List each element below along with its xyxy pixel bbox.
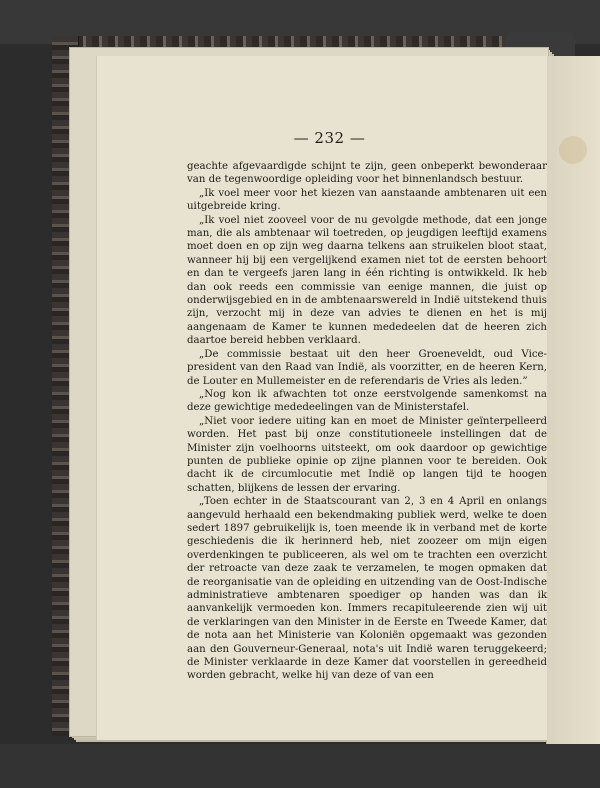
paragraph: geachte afgevaardigde schijnt te zijn, geen onbeperkt bewonderaar van de tegenwoordige opleiding voor het binnenlandsch bestuur. [187,161,547,186]
paragraph: „Ik voel niet zooveel voor de nu gevolgde methode, dat een jonge man, die als ambtenaar wil toetreden, op jeugdigen leeftijd examens moet doen en op zijn weg daarna telkens aan struikelen bloot staat, wanneer hij bij een vergelijkend examen niet tot de eersten behoort en dan te vergeefs jaren lang in één richting is ontwikkeld. Ik heb dan ook reeds een commissie van eenige mannen, die juist op onderwijsgebied en in de ambtenaarswereld in Indië uitstekend thuis zijn, verzocht mij in deze van advies te dienen en het is mij aangenaam de Kamer te kunnen mededeelen dat de heeren zich daartoe bereid hebben verklaard. [187,214,547,347]
paragraph: „Toen echter in de Staatscourant van 2, 3 en 4 April en onlangs aangevuld herhaald een bekendmaking publiek werd, welke te doen sedert 1897 gebruikelijk is, toen meende ik in verband met de korte geschiedenis die ik herinnerd heb, niet zoozeer om mijn eigen overdenkingen te publiceeren, als wel om te trachten een overzicht der retroacte van deze zaak te verzamelen, te mogen opmaken dat de reorganisatie van de opleiding en uitzending van de Oost-Indische administratieve ambtenaren spoediger op handen was dan ik aanvankelijk vermoeden kon. Immers recapituleerende zien wij uit de verklaringen van den Minister in de Eerste en Tweede Kamer, dat de nota aan het Ministerie van Koloniën opgemaakt was gezonden aan den Gouverneur-Generaal, nota's uit Indië waren teruggekeerd; de Minister verklaarde in deze Kamer dat voorstellen in gereedheid worden gebracht, welke hij van deze of van een [187,496,547,682]
page-number: — 232 — [293,129,366,147]
paragraph: „De commissie bestaat uit den heer Groeneveldt, oud Vice-president van den Raad van Indië, als voorzitter, en de heeren Kern, de Louter en Mullemeister en de referendaris de Vries als leden.” [187,348,547,387]
paragraph: „Niet voor iedere uiting kan en moet de Minister geïnterpelleerd worden. Het past bij onze constitutioneele instellingen dat de Minister zijn voelhoorns uitsteekt, om ook daardoor op gewichtige punten de publieke opinie op zijne plannen voor te bereiden. Ook dacht ik de circumlocutie met Indië op langen tijd te hoogen schatten, blijkens de lessen der ervaring. [187,415,547,494]
paper-stain [559,136,587,164]
paragraph: „Ik voel meer voor het kiezen van aanstaande ambtenaren uit een uitgebreide kring. [187,187,547,213]
body-text [187,160,547,683]
paragraph: „Nog kon ik afwachten tot onze eerstvolgende samenkomst na deze gewichtige mededeelingen van de Ministerstafel. [187,388,547,414]
dark-background-bottom [0,744,600,788]
book-page [96,56,547,740]
